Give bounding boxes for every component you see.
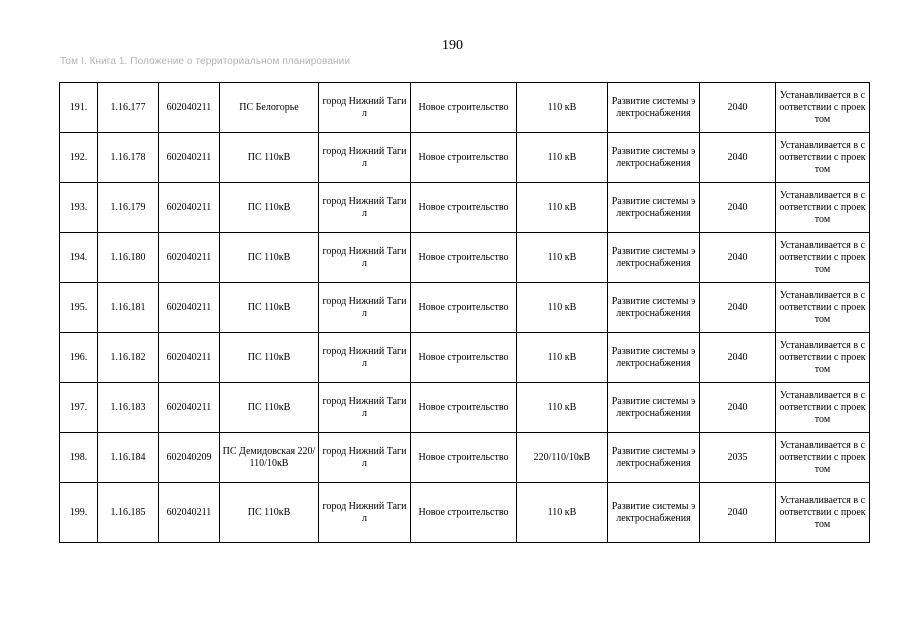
object-code-cell: 1.16.184 — [98, 433, 159, 483]
status-cell: Новое строительство — [411, 183, 517, 233]
voltage-cell: 110 кВ — [517, 83, 608, 133]
voltage-cell: 110 кВ — [517, 233, 608, 283]
object-name-cell: ПС 110кВ — [220, 283, 319, 333]
location-cell: город Нижний Тагил — [319, 233, 411, 283]
status-cell: Новое строительство — [411, 83, 517, 133]
row-number-cell: 198. — [60, 433, 98, 483]
object-name-cell: ПС 110кВ — [220, 233, 319, 283]
zone-cell: Устанавливается в соответствии с проектом — [776, 433, 870, 483]
object-type-id-cell: 602040211 — [159, 383, 220, 433]
status-cell: Новое строительство — [411, 483, 517, 543]
table-row — [60, 283, 870, 333]
object-code-cell: 1.16.179 — [98, 183, 159, 233]
table-row — [60, 83, 870, 133]
object-name-cell: ПС 110кВ — [220, 133, 319, 183]
object-code-cell: 1.16.181 — [98, 283, 159, 333]
object-name-cell: ПС Белогорье — [220, 83, 319, 133]
object-code-cell: 1.16.185 — [98, 483, 159, 543]
object-type-id-cell: 602040209 — [159, 433, 220, 483]
year-cell: 2035 — [700, 433, 776, 483]
status-cell: Новое строительство — [411, 333, 517, 383]
purpose-cell: Развитие системы электроснабжения — [608, 283, 700, 333]
objects-table — [59, 82, 870, 543]
object-name-cell: ПС Демидовская 220/110/10кВ — [220, 433, 319, 483]
object-code-cell: 1.16.182 — [98, 333, 159, 383]
row-number-cell: 191. — [60, 83, 98, 133]
voltage-cell: 110 кВ — [517, 333, 608, 383]
purpose-cell: Развитие системы электроснабжения — [608, 183, 700, 233]
purpose-cell: Развитие системы электроснабжения — [608, 83, 700, 133]
location-cell: город Нижний Тагил — [319, 383, 411, 433]
zone-cell: Устанавливается в соответствии с проектом — [776, 233, 870, 283]
status-cell: Новое строительство — [411, 433, 517, 483]
purpose-cell: Развитие системы электроснабжения — [608, 333, 700, 383]
status-cell: Новое строительство — [411, 383, 517, 433]
voltage-cell: 110 кВ — [517, 183, 608, 233]
page-number: 190 — [442, 38, 463, 53]
object-type-id-cell: 602040211 — [159, 83, 220, 133]
row-number-cell: 193. — [60, 183, 98, 233]
location-cell: город Нижний Тагил — [319, 483, 411, 543]
row-number-cell: 195. — [60, 283, 98, 333]
year-cell: 2040 — [700, 283, 776, 333]
table-row — [60, 133, 870, 183]
object-code-cell: 1.16.177 — [98, 83, 159, 133]
voltage-cell: 110 кВ — [517, 283, 608, 333]
row-number-cell: 197. — [60, 383, 98, 433]
object-name-cell: ПС 110кВ — [220, 183, 319, 233]
table-row — [60, 433, 870, 483]
zone-cell: Устанавливается в соответствии с проектом — [776, 283, 870, 333]
table-row — [60, 183, 870, 233]
object-code-cell: 1.16.183 — [98, 383, 159, 433]
object-code-cell: 1.16.180 — [98, 233, 159, 283]
row-number-cell: 199. — [60, 483, 98, 543]
row-number-cell: 196. — [60, 333, 98, 383]
purpose-cell: Развитие системы электроснабжения — [608, 483, 700, 543]
table-row — [60, 483, 870, 543]
status-cell: Новое строительство — [411, 283, 517, 333]
row-number-cell: 194. — [60, 233, 98, 283]
running-header: Том I. Книга 1. Положение о территориальном планировании — [60, 56, 351, 67]
purpose-cell: Развитие системы электроснабжения — [608, 233, 700, 283]
object-type-id-cell: 602040211 — [159, 233, 220, 283]
object-type-id-cell: 602040211 — [159, 333, 220, 383]
year-cell: 2040 — [700, 183, 776, 233]
table-body — [60, 83, 870, 543]
year-cell: 2040 — [700, 83, 776, 133]
object-code-cell: 1.16.178 — [98, 133, 159, 183]
zone-cell: Устанавливается в соответствии с проектом — [776, 133, 870, 183]
year-cell: 2040 — [700, 133, 776, 183]
purpose-cell: Развитие системы электроснабжения — [608, 383, 700, 433]
object-type-id-cell: 602040211 — [159, 483, 220, 543]
object-type-id-cell: 602040211 — [159, 133, 220, 183]
location-cell: город Нижний Тагил — [319, 433, 411, 483]
year-cell: 2040 — [700, 483, 776, 543]
location-cell: город Нижний Тагил — [319, 283, 411, 333]
location-cell: город Нижний Тагил — [319, 333, 411, 383]
location-cell: город Нижний Тагил — [319, 133, 411, 183]
zone-cell: Устанавливается в соответствии с проектом — [776, 333, 870, 383]
object-name-cell: ПС 110кВ — [220, 383, 319, 433]
object-name-cell: ПС 110кВ — [220, 483, 319, 543]
voltage-cell: 220/110/10кВ — [517, 433, 608, 483]
status-cell: Новое строительство — [411, 133, 517, 183]
location-cell: город Нижний Тагил — [319, 183, 411, 233]
object-type-id-cell: 602040211 — [159, 183, 220, 233]
voltage-cell: 110 кВ — [517, 483, 608, 543]
voltage-cell: 110 кВ — [517, 133, 608, 183]
table-row — [60, 233, 870, 283]
zone-cell: Устанавливается в соответствии с проектом — [776, 183, 870, 233]
purpose-cell: Развитие системы электроснабжения — [608, 133, 700, 183]
row-number-cell: 192. — [60, 133, 98, 183]
zone-cell: Устанавливается в соответствии с проектом — [776, 483, 870, 543]
voltage-cell: 110 кВ — [517, 383, 608, 433]
object-type-id-cell: 602040211 — [159, 283, 220, 333]
table-row — [60, 383, 870, 433]
zone-cell: Устанавливается в соответствии с проектом — [776, 383, 870, 433]
location-cell: город Нижний Тагил — [319, 83, 411, 133]
purpose-cell: Развитие системы электроснабжения — [608, 433, 700, 483]
table-row — [60, 333, 870, 383]
year-cell: 2040 — [700, 233, 776, 283]
status-cell: Новое строительство — [411, 233, 517, 283]
zone-cell: Устанавливается в соответствии с проектом — [776, 83, 870, 133]
year-cell: 2040 — [700, 383, 776, 433]
year-cell: 2040 — [700, 333, 776, 383]
object-name-cell: ПС 110кВ — [220, 333, 319, 383]
